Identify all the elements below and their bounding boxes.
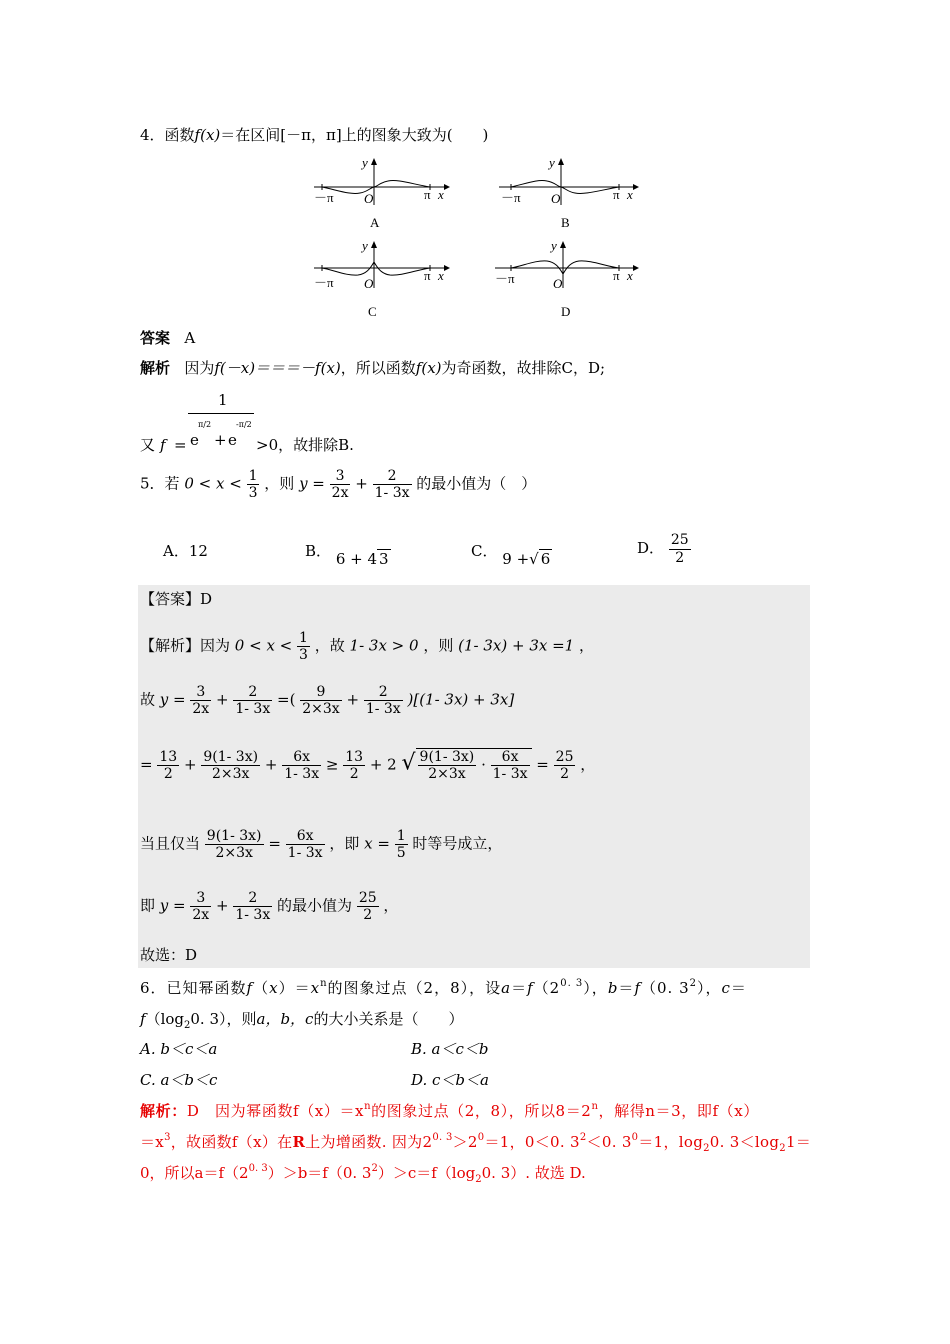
- q5-option-c: C． 9 +√ 6: [471, 542, 551, 568]
- graph-a-o: O: [364, 191, 374, 206]
- graph-c-label: C: [368, 304, 377, 319]
- graph-d-o: O: [553, 276, 563, 291]
- graph-a-y: y: [362, 155, 368, 170]
- graph-b-y: y: [549, 155, 555, 170]
- q5-analysis-line1: 【解析】因为 0 < x < $\frac{1}{3}$ ，故 1- 3x > 0 ，则 (1- 3x) + 3x =1 ，: [140, 630, 595, 664]
- graph-d-neg-pi: －π: [495, 271, 515, 286]
- q5-option-d: D． $\frac{25}{2}$: [637, 532, 689, 566]
- graph-b-x: x: [627, 187, 633, 202]
- q5-analysis-line5: 即 y = $\frac{3}{2x}$ + $\frac{2}{1- 3x}$ 的最小值为 $\frac{25}{2}$ ，: [140, 890, 399, 924]
- q5-option-b: B． 6 + 4 3: [305, 542, 389, 568]
- q4-graph-c: [312, 238, 452, 320]
- q4-graph-d: [493, 238, 642, 320]
- graph-d-svg: [493, 238, 642, 293]
- graph-b-pi: π: [613, 187, 620, 202]
- graph-a-neg-pi: －π: [314, 190, 334, 205]
- graph-c-o: O: [364, 276, 374, 291]
- graph-d-pi: π: [613, 268, 620, 283]
- q4-analysis: 解析 因为f(－x)＝＝＝－f(x)，所以函数f(x)为奇函数，故排除C，D;: [140, 359, 606, 377]
- q5-analysis-line4: 当且仅当 $\frac{9(1- 3x)}{2\times 3x}$ = $\frac{6x}{1- 3x}$ ，即 x = $\frac{1}{5}$ 时等号成立，: [140, 828, 503, 862]
- graph-d-y: y: [551, 238, 557, 253]
- q6-solution-line2: $=x^3$，故函数f（x）在R上为增函数. 因为$2^{0. 3}>2^0=1$，0＜0. $3^2<0$. $3^0=1$，$\log_20$. $3<\log_21=$: [140, 1132, 812, 1154]
- q5-analysis-line3: = $\frac{13}{2}$ + $\frac{9(1- 3x)}{2\times 3x}$ + $\frac{6x}{1- 3x}$ ≥ $\frac{13}{2}$ + 2 √ $\frac{9(1- 3x)}{2\times 3x}$ · $\frac{6x}{1- 3x}$ = $\frac{25}{2}$ ，: [140, 749, 596, 783]
- graph-c-y: y: [362, 238, 368, 253]
- q5-option-a: A．12: [163, 542, 208, 560]
- q5-stem: 5．若 0 < x < $\frac{1}{3}$ ，则 y = $\frac{3}{2x}$ + $\frac{2}{1- 3x}$ 的最小值为（ ）: [140, 468, 537, 502]
- q6-stem-line2: $f(\log_20$. 3），则a，b，c的大小关系是（ ）: [140, 1010, 464, 1031]
- q4-graph-a: [312, 155, 452, 235]
- q6-solution-line3: 0，所以$a=f(2^{0. 3})>b=f(0$. $3^2)>c=f(\log_20$. 3）. 故选 D.: [140, 1163, 586, 1185]
- q6-stem-line1: 6．已知幂函数$f(x)=x^n$的图象过点（2，8），设$a=f(2^{0. 3})$，b＝f（0. $3^2$），c＝: [140, 978, 747, 997]
- q5-answer: 【答案】D: [140, 590, 213, 608]
- graph-b-label: B: [561, 215, 570, 230]
- graph-a-label: A: [370, 215, 380, 230]
- q6-solution-line1: 解析：D 因为幂函数$f(x)=x^n$的图象过点（2，8），所以$8=2^n$，解得n＝3，即f（x）: [140, 1101, 759, 1120]
- q5-analysis-line2: 故 y = $\frac{3}{2x}$ + $\frac{2}{1- 3x}$ =( $\frac{9}{2\times 3x}$ + $\frac{2}{1- 3x}$ )[(1- 3x) + 3x]: [140, 684, 515, 718]
- q6-option-b: B. a＜c＜b: [411, 1040, 489, 1058]
- q6-option-c: C. a＜b＜c: [140, 1071, 218, 1089]
- q4-stem: 4．函数f(x)＝在区间[－π，π]上的图象大致为( ): [140, 126, 489, 144]
- q5-choose: 故选：D: [140, 946, 198, 964]
- q6-option-a: A. b＜c＜a: [140, 1040, 218, 1058]
- q6-option-d: D. c＜b＜a: [411, 1071, 489, 1089]
- graph-a-pi: π: [424, 187, 431, 202]
- graph-b-o: O: [551, 191, 561, 206]
- graph-c-neg-pi: －π: [314, 275, 334, 290]
- graph-b-neg-pi: －π: [501, 190, 521, 205]
- q4-graph-b: [497, 155, 642, 235]
- graph-c-pi: π: [424, 268, 431, 283]
- graph-c-x: x: [438, 268, 444, 283]
- graph-a-x: x: [438, 187, 444, 202]
- q4-answer: 答案 A: [140, 329, 196, 347]
- graph-d-label: D: [561, 304, 571, 319]
- graph-d-x: x: [627, 268, 633, 283]
